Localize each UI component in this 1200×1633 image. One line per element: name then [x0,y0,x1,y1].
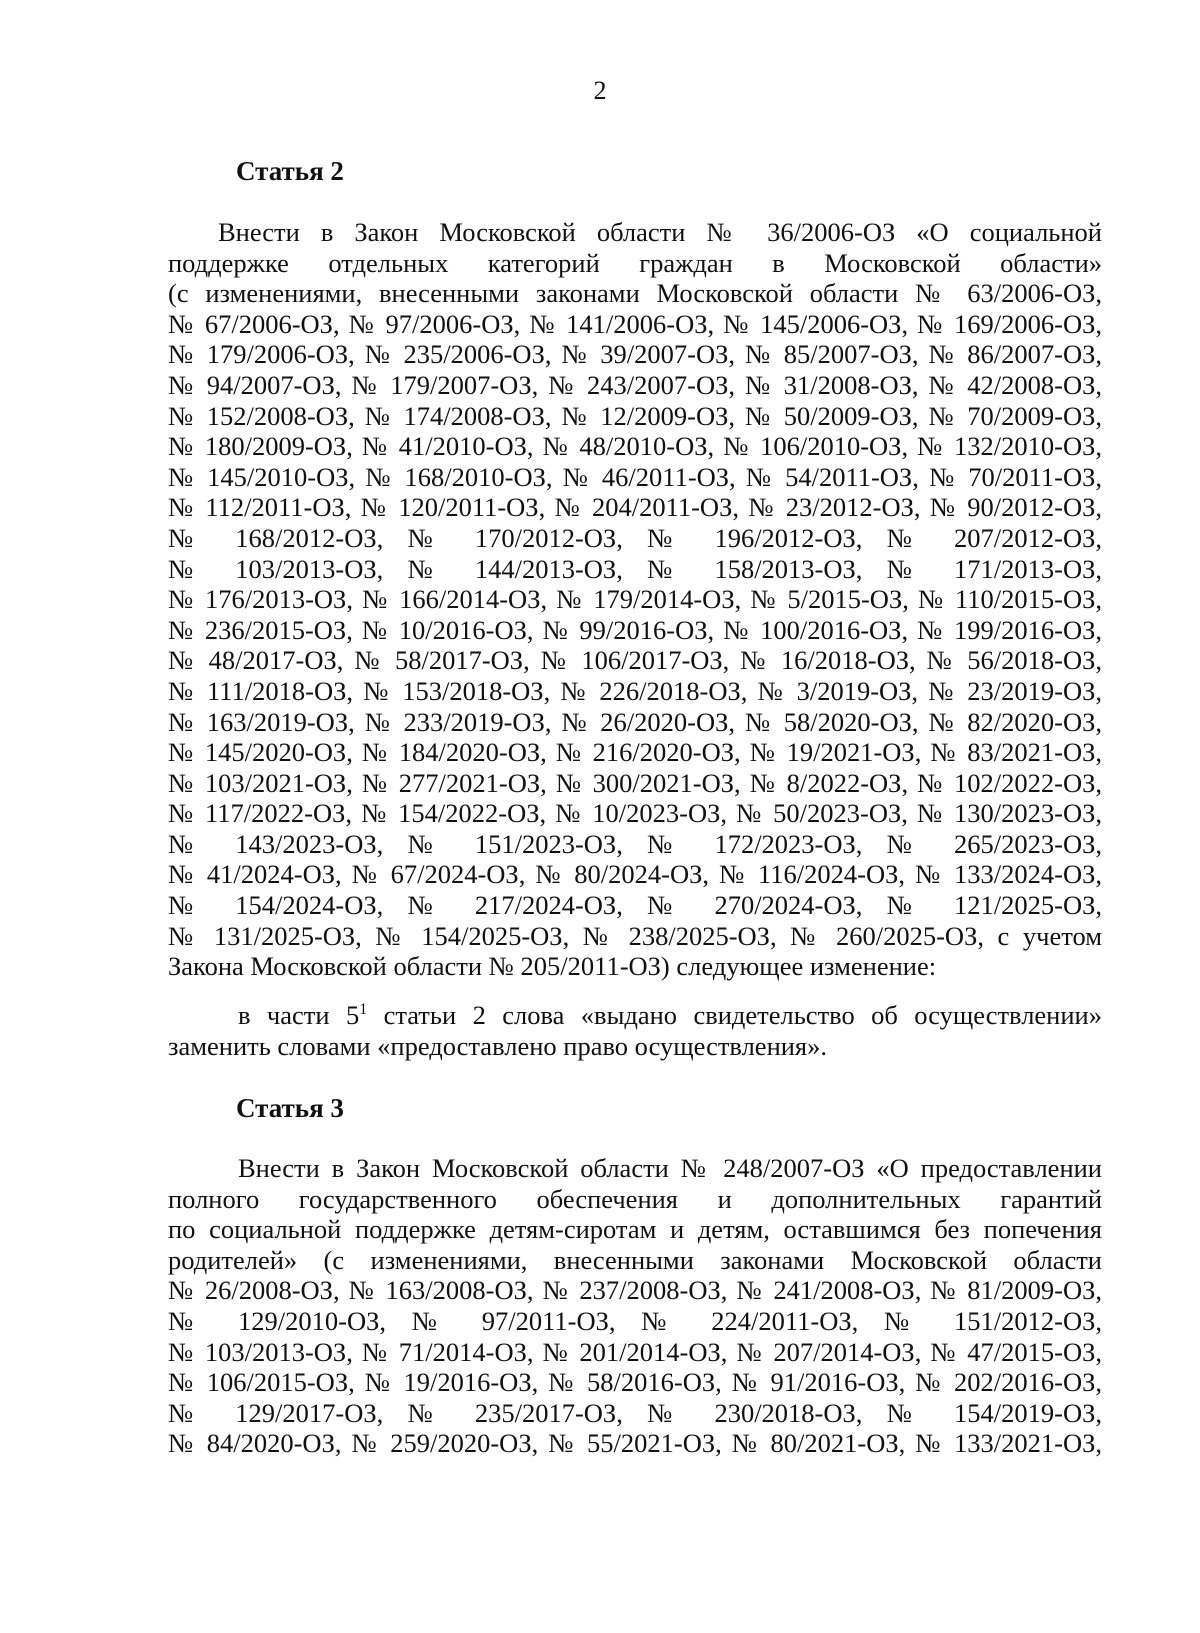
text-line: № 163/2019-ОЗ, № 233/2019-ОЗ, № 26/2020-ОЗ, № 58/2020-ОЗ, № 82/2020-ОЗ, [168,706,1102,737]
text-line: № 154/2024-ОЗ, № 217/2024-ОЗ, № 270/2024-ОЗ, № 121/2025-ОЗ, [168,890,1102,921]
article-2-heading: Статья 2 [236,156,344,186]
text-line: (с изменениями, внесенными законами Московской области № 63/2006-ОЗ, [168,278,1102,309]
text-line: № 236/2015-ОЗ, № 10/2016-ОЗ, № 99/2016-ОЗ, № 100/2016-ОЗ, № 199/2016-ОЗ, [168,614,1102,645]
text-line: № 103/2021-ОЗ, № 277/2021-ОЗ, № 300/2021-ОЗ, № 8/2022-ОЗ, № 102/2022-ОЗ, [168,767,1102,798]
text-line: № 168/2012-ОЗ, № 170/2012-ОЗ, № 196/2012-ОЗ, № 207/2012-ОЗ, [168,522,1102,553]
text-line: № 117/2022-ОЗ, № 154/2022-ОЗ, № 10/2023-ОЗ, № 50/2023-ОЗ, № 130/2023-ОЗ, [168,798,1102,829]
text-line: № 111/2018-ОЗ, № 153/2018-ОЗ, № 226/2018-ОЗ, № 3/2019-ОЗ, № 23/2019-ОЗ, [168,675,1102,706]
text-line: поддержке отдельных категорий граждан в Московской области» [168,247,1102,278]
text-fragment: статьи 2 слова «выдано свидетельство об осуществлении» [367,1000,1102,1030]
text-line: Внести в Закон Московской области № 248/2007-ОЗ «О предоставлении [238,1153,1102,1183]
text-line: № 112/2011-ОЗ, № 120/2011-ОЗ, № 204/2011-ОЗ, № 23/2012-ОЗ, № 90/2012-ОЗ, [168,492,1102,523]
text-line: № 94/2007-ОЗ, № 179/2007-ОЗ, № 243/2007-ОЗ, № 31/2008-ОЗ, № 42/2008-ОЗ, [168,369,1102,400]
text-line: по социальной поддержке детям-сиротам и детям, оставшимся без попечения [168,1214,1102,1245]
text-fragment: в части 5 [238,1000,360,1030]
text-line: № 84/2020-ОЗ, № 259/2020-ОЗ, № 55/2021-ОЗ, № 80/2021-ОЗ, № 133/2021-ОЗ, [168,1428,1102,1459]
text-line: заменить словами «предоставлено право осуществления». [168,1030,827,1061]
text-line: полного государственного обеспечения и дополнительных гарантий [168,1183,1102,1214]
text-line: № 129/2017-ОЗ, № 235/2017-ОЗ, № 230/2018-ОЗ, № 154/2019-ОЗ, [168,1397,1102,1428]
text-line: № 129/2010-ОЗ, № 97/2011-ОЗ, № 224/2011-ОЗ, № 151/2012-ОЗ, [168,1305,1102,1336]
superscript: 1 [359,1001,368,1019]
page-number: 2 [593,76,607,105]
text-line: № 179/2006-ОЗ, № 235/2006-ОЗ, № 39/2007-ОЗ, № 85/2007-ОЗ, № 86/2007-ОЗ, [168,339,1102,370]
text-line: № 152/2008-ОЗ, № 174/2008-ОЗ, № 12/2009-ОЗ, № 50/2009-ОЗ, № 70/2009-ОЗ, [168,400,1102,431]
text-line: № 145/2010-ОЗ, № 168/2010-ОЗ, № 46/2011-ОЗ, № 54/2011-ОЗ, № 70/2011-ОЗ, [168,461,1102,492]
article-2-paragraph-2 [168,1000,1102,1061]
text-line: № 103/2013-ОЗ, № 71/2014-ОЗ, № 201/2014-ОЗ, № 207/2014-ОЗ, № 47/2015-ОЗ, [168,1336,1102,1367]
text-line: Внести в Закон Московской области № 36/2006-ОЗ «О социальной [218,217,1102,247]
article-3-paragraph-1 [168,1153,1102,1459]
text-line: № 176/2013-ОЗ, № 166/2014-ОЗ, № 179/2014-ОЗ, № 5/2015-ОЗ, № 110/2015-ОЗ, [168,584,1102,615]
text-line: № 48/2017-ОЗ, № 58/2017-ОЗ, № 106/2017-ОЗ, № 16/2018-ОЗ, № 56/2018-ОЗ, [168,645,1102,676]
text-line: № 131/2025-ОЗ, № 154/2025-ОЗ, № 238/2025-ОЗ, № 260/2025-ОЗ, с учетом [168,920,1102,951]
text-line: № 106/2015-ОЗ, № 19/2016-ОЗ, № 58/2016-ОЗ, № 91/2016-ОЗ, № 202/2016-ОЗ, [168,1367,1102,1398]
text-line: родителей» (с изменениями, внесенными законами Московской области [168,1244,1102,1275]
text-line: № 143/2023-ОЗ, № 151/2023-ОЗ, № 172/2023-ОЗ, № 265/2023-ОЗ, [168,828,1102,859]
text-line: № 180/2009-ОЗ, № 41/2010-ОЗ, № 48/2010-ОЗ, № 106/2010-ОЗ, № 132/2010-ОЗ, [168,431,1102,462]
text-line: № 145/2020-ОЗ, № 184/2020-ОЗ, № 216/2020-ОЗ, № 19/2021-ОЗ, № 83/2021-ОЗ, [168,737,1102,768]
article-2-paragraph-1 [168,217,1102,982]
text-line: № 26/2008-ОЗ, № 163/2008-ОЗ, № 237/2008-ОЗ, № 241/2008-ОЗ, № 81/2009-ОЗ, [168,1275,1102,1306]
article-3-heading: Статья 3 [236,1093,344,1123]
text-line: № 103/2013-ОЗ, № 144/2013-ОЗ, № 158/2013-ОЗ, № 171/2013-ОЗ, [168,553,1102,584]
text-line-with-superscript [168,1000,1102,1031]
text-line: № 41/2024-ОЗ, № 67/2024-ОЗ, № 80/2024-ОЗ, № 116/2024-ОЗ, № 133/2024-ОЗ, [168,859,1102,890]
text-line: Закона Московской области № 205/2011-ОЗ) следующее изменение: [168,951,937,982]
text-line: № 67/2006-ОЗ, № 97/2006-ОЗ, № 141/2006-ОЗ, № 145/2006-ОЗ, № 169/2006-ОЗ, [168,308,1102,339]
